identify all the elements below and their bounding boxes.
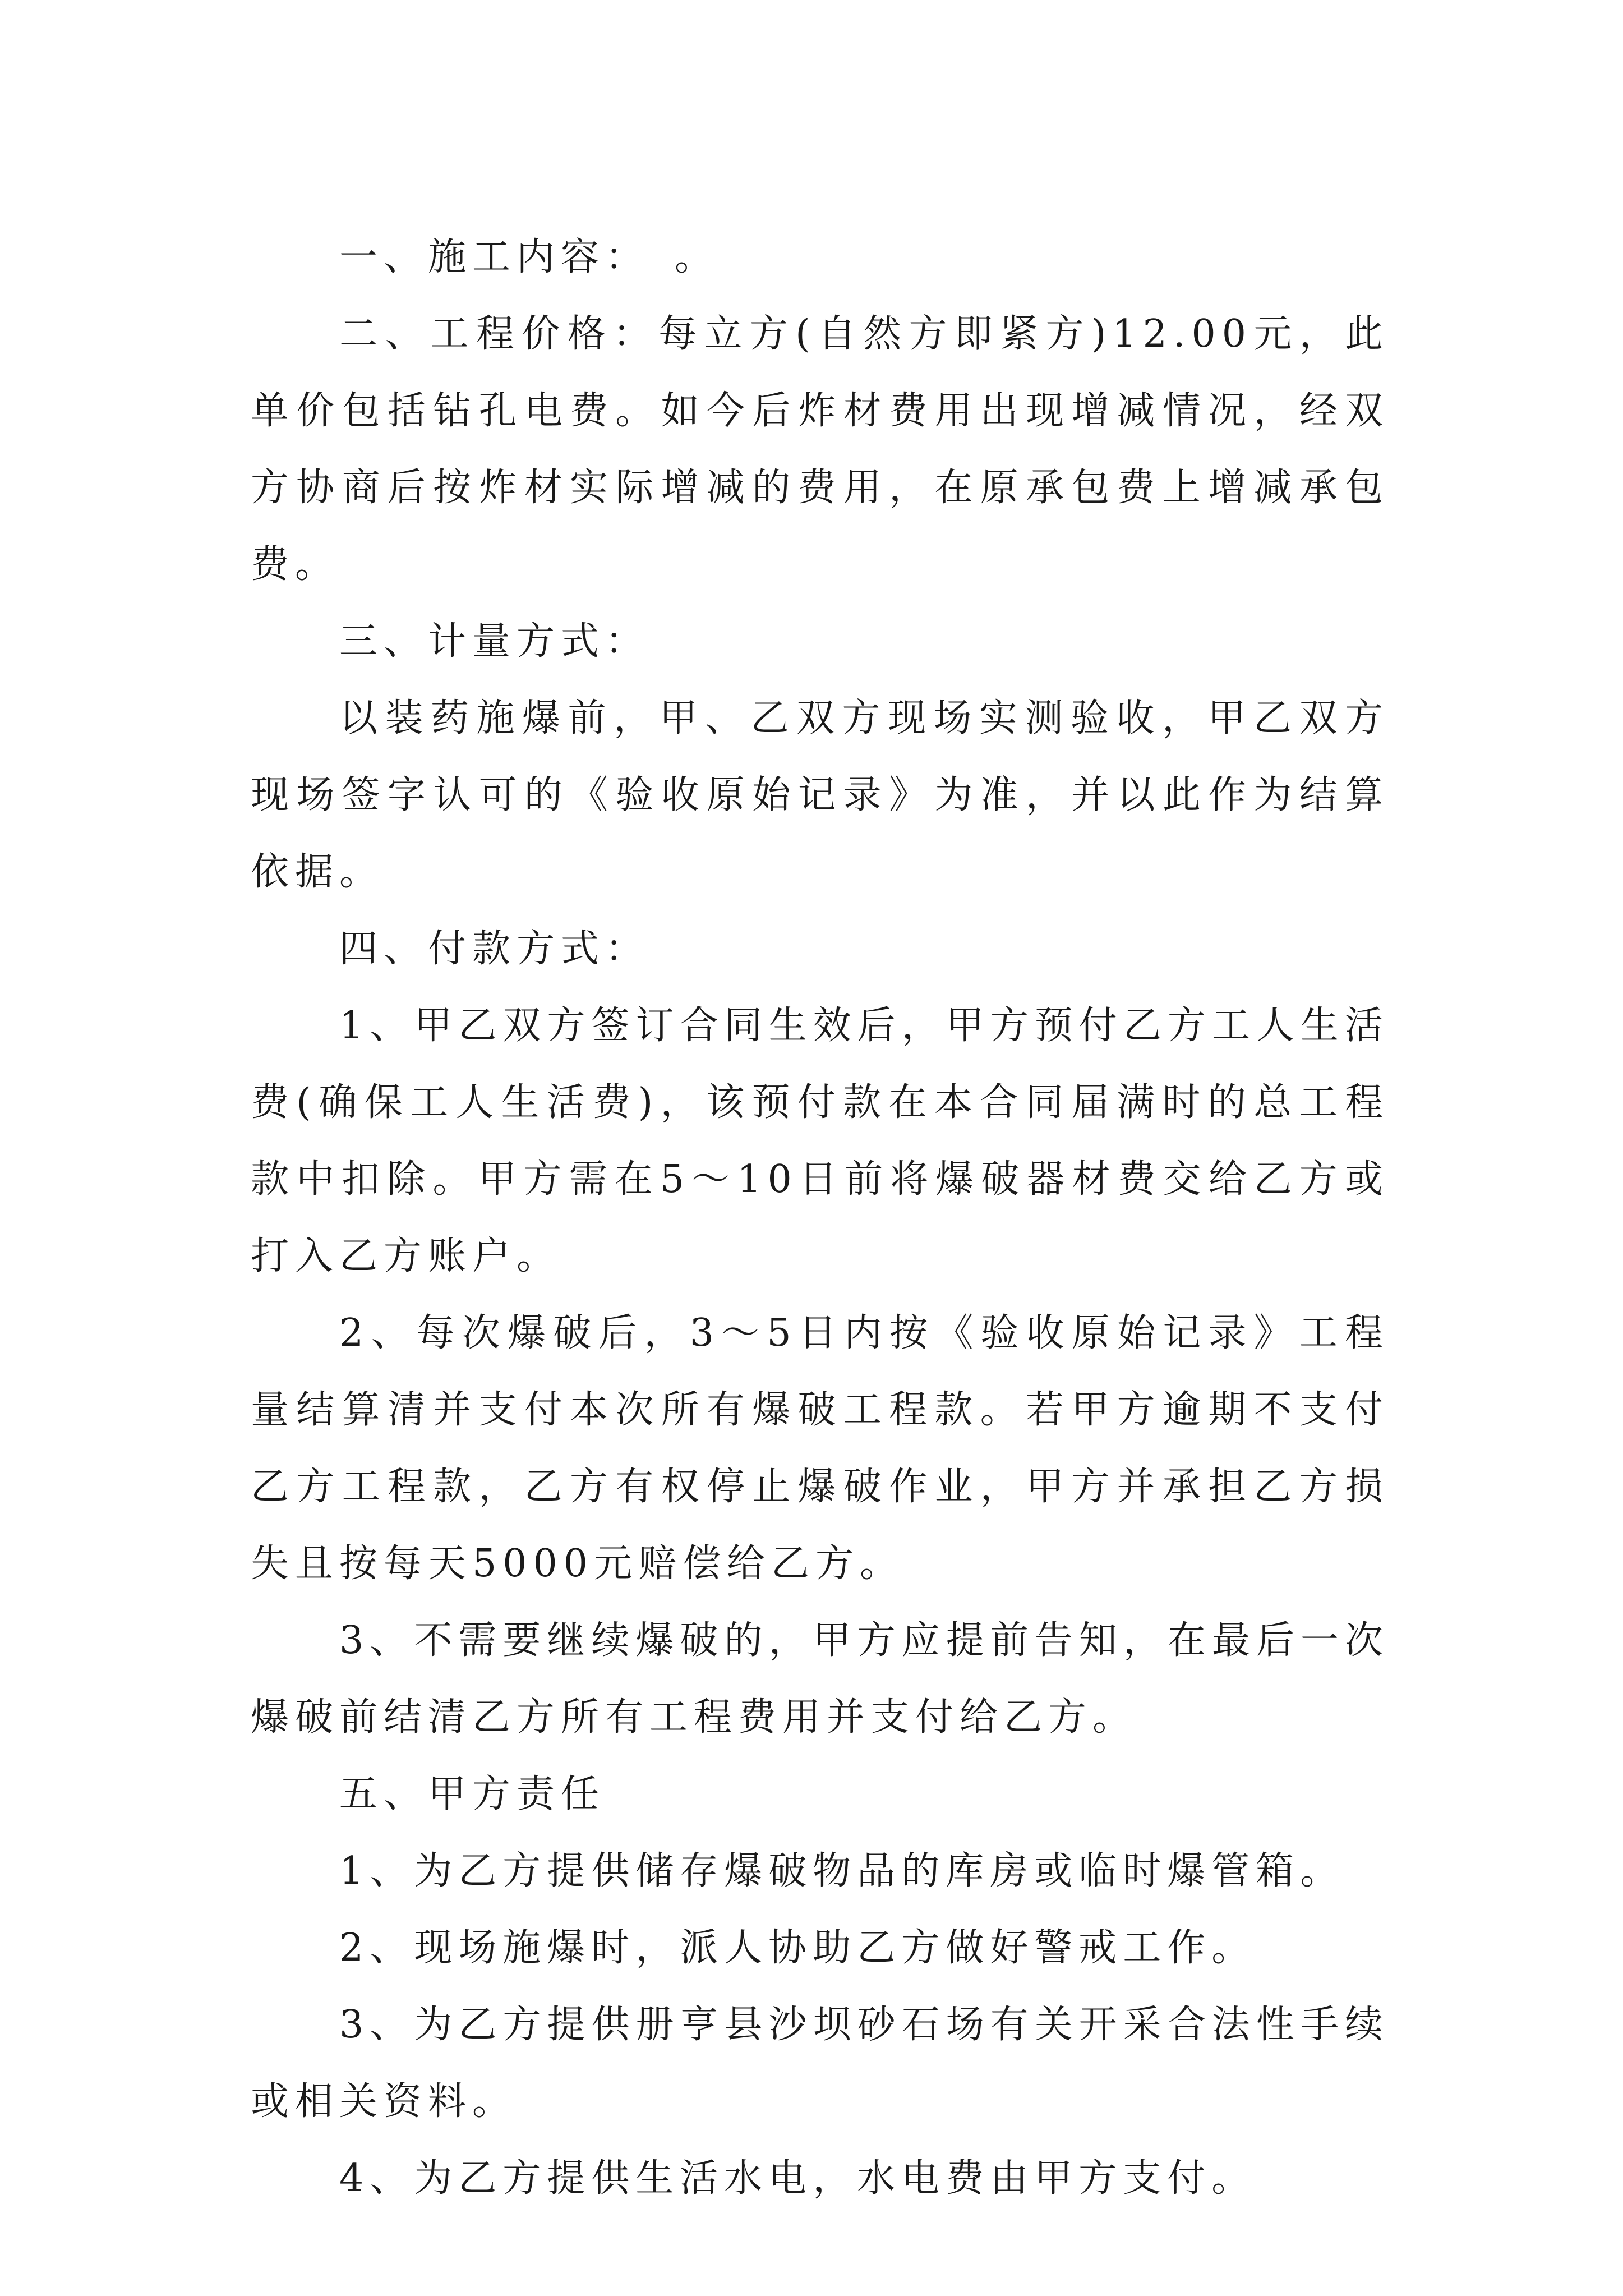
section-heading-party-a-responsibility: 五、甲方责任 bbox=[339, 1772, 606, 1816]
document-body bbox=[251, 219, 1389, 2217]
paragraph-project-price: 二、工程价格：每立方(自然方即紧方)12.00元，此单价包括钻孔电费。如今后炸材费用出现增减情况，经双方协商后按炸材实际增减的费用，在原承包费上增减承包费。 bbox=[251, 312, 1389, 587]
paragraph-payment-item-2: 2、每次爆破后，3～5日内按《验收原始记录》工程量结算清并支付本次所有爆破工程款。若甲方逾期不支付乙方工程款，乙方有权停止爆破作业，甲方并承担乙方损失且按每天5000元赔偿给乙方。 bbox=[251, 1311, 1389, 1586]
section-heading-measurement-method: 三、计量方式： bbox=[339, 619, 650, 664]
paragraph-payment-item-3: 3、不需要继续爆破的，甲方应提前告知，在最后一次爆破前结清乙方所有工程费用并支付给乙方。 bbox=[251, 1618, 1389, 1740]
paragraph-responsibility-item-3: 3、为乙方提供册亨县沙坝砂石场有关开采合法性手续或相关资料。 bbox=[251, 2003, 1389, 2124]
paragraph-responsibility-item-1: 1、为乙方提供储存爆破物品的库房或临时爆管箱。 bbox=[339, 1849, 1345, 1893]
section-heading-construction-content: 一、施工内容： 。 bbox=[339, 235, 720, 279]
paragraph-responsibility-item-4: 4、为乙方提供生活水电，水电费由甲方支付。 bbox=[339, 2156, 1256, 2201]
paragraph-measurement-details: 以装药施爆前，甲、乙双方现场实测验收，甲乙双方现场签字认可的《验收原始记录》为准，并以此作为结算依据。 bbox=[251, 696, 1389, 894]
paragraph-payment-item-1: 1、甲乙双方签订合同生效后，甲方预付乙方工人生活费(确保工人生活费)，该预付款在本合同届满时的总工程款中扣除。甲方需在5～10日前将爆破器材费交给乙方或打入乙方账户。 bbox=[251, 1004, 1389, 1278]
section-heading-payment-method: 四、付款方式： bbox=[339, 927, 650, 971]
paragraph-responsibility-item-2: 2、现场施爆时，派人协助乙方做好警戒工作。 bbox=[339, 1926, 1256, 1970]
